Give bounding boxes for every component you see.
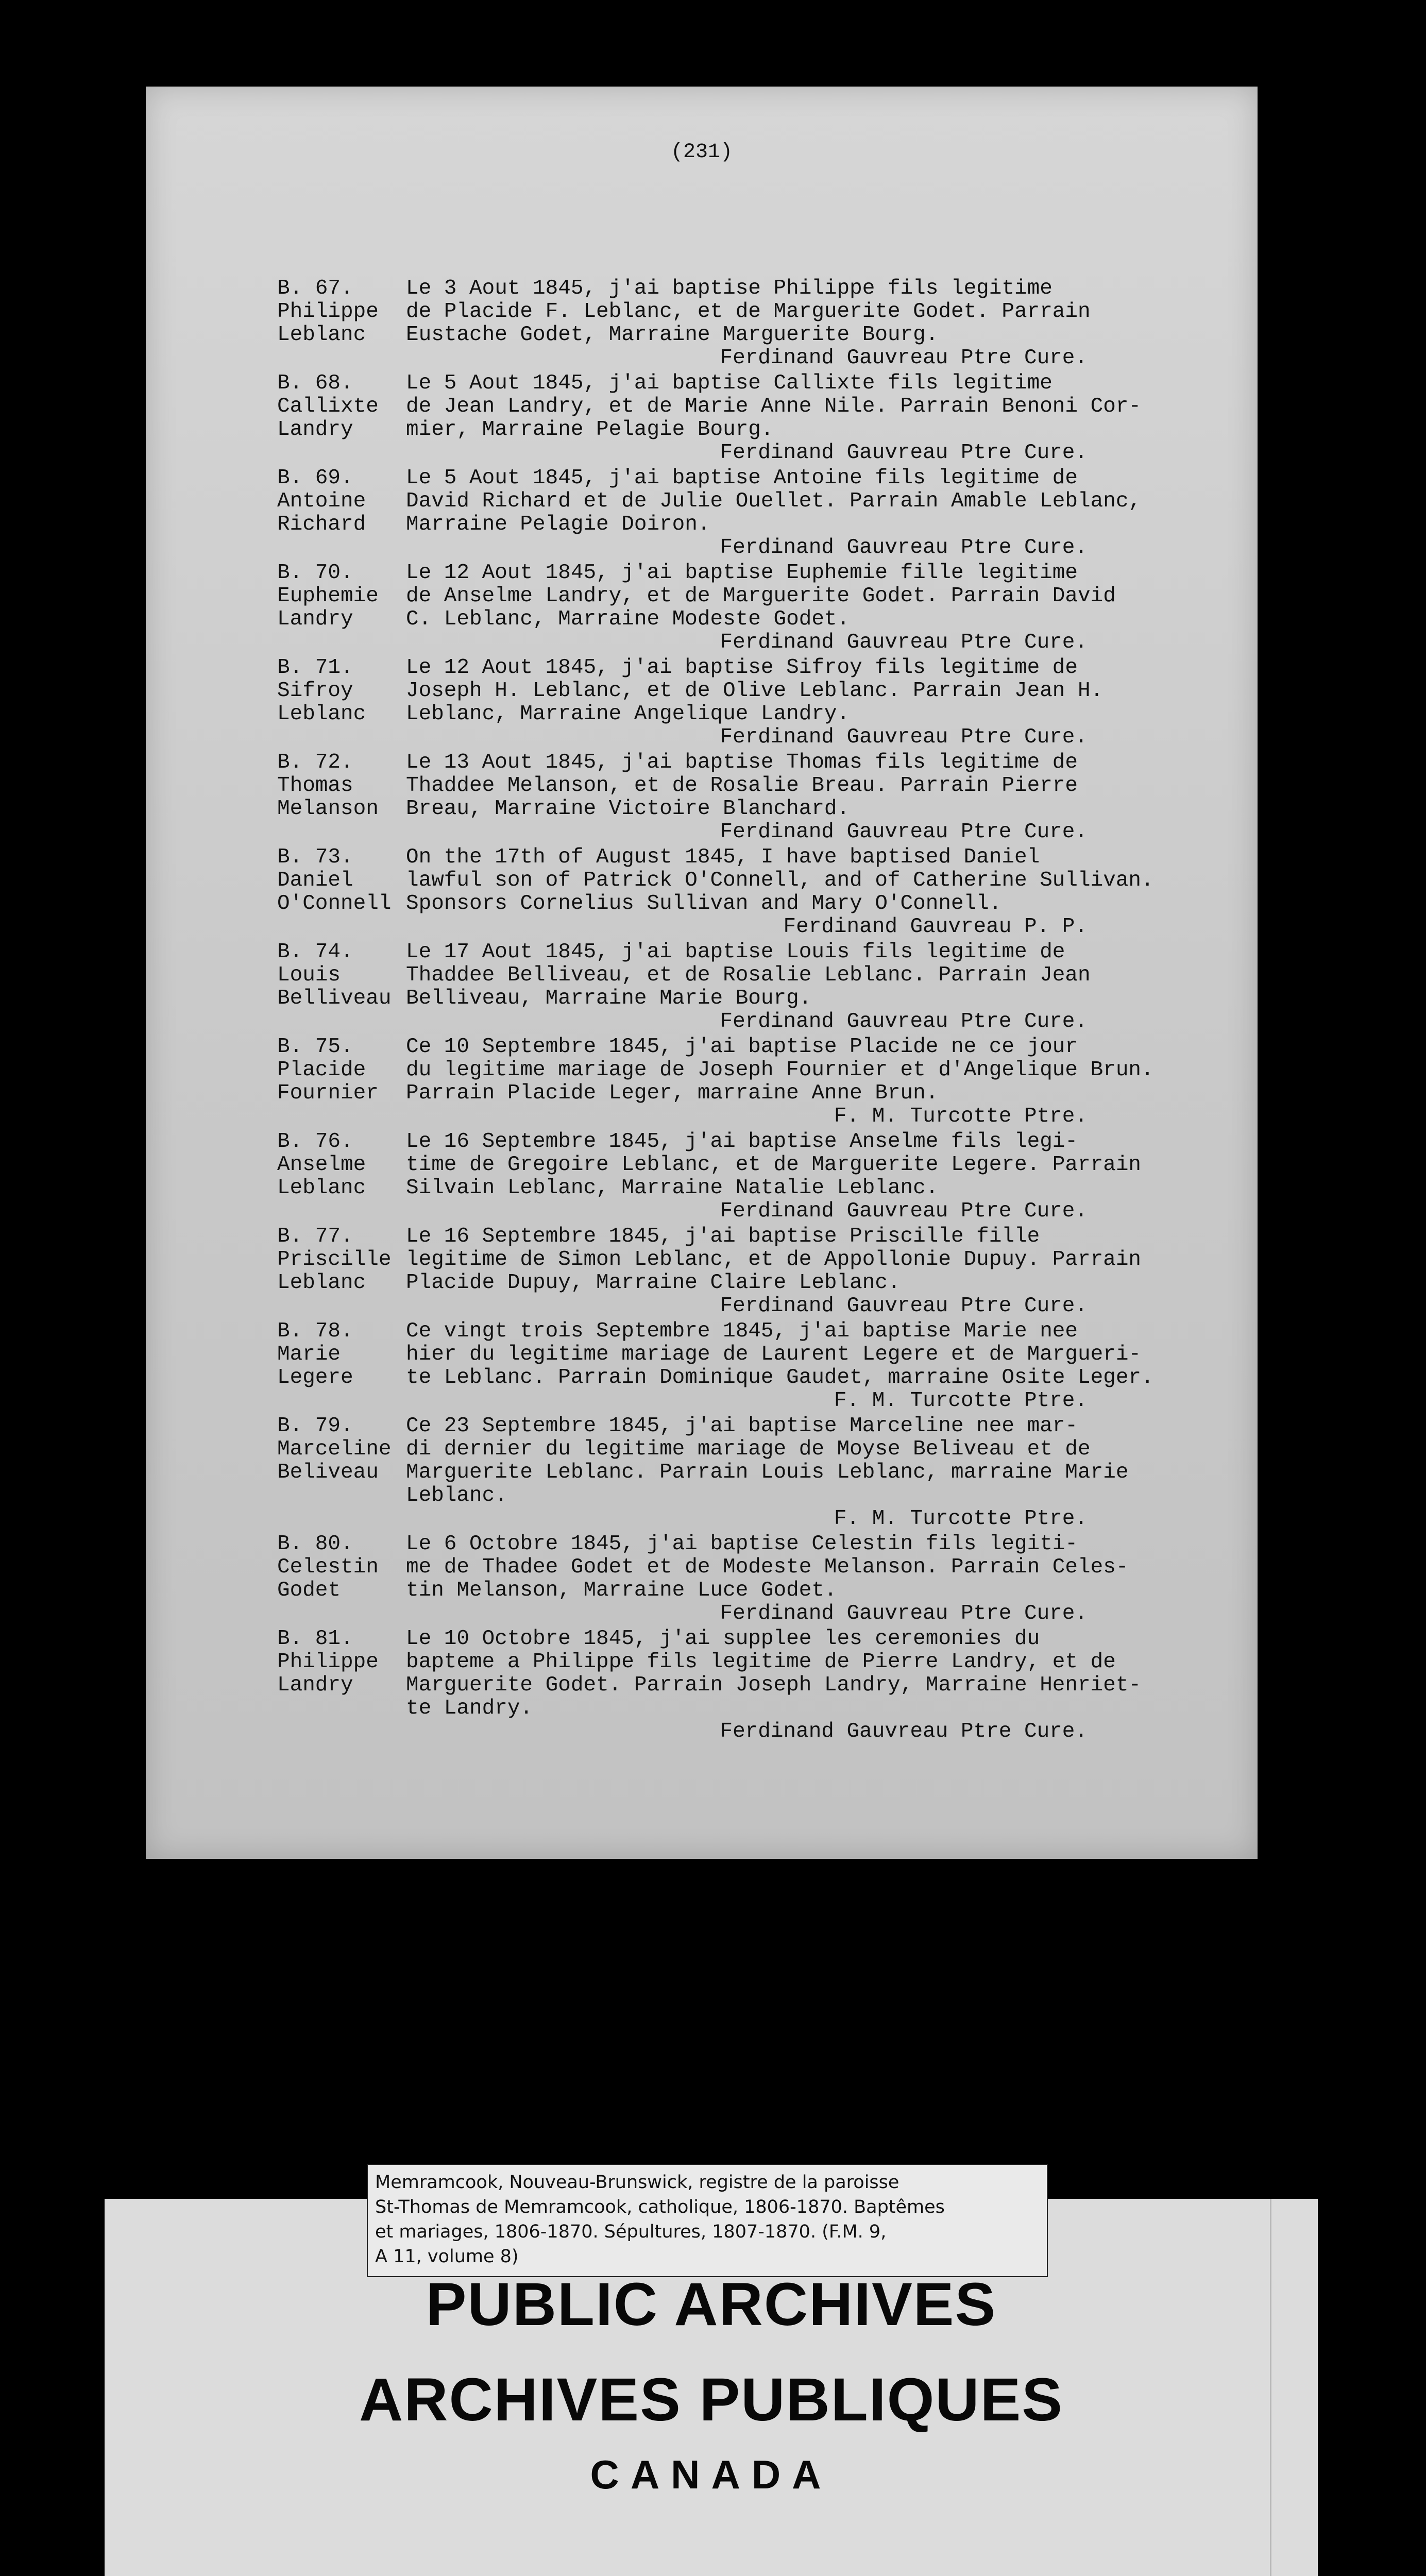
- baptism-entry: [146, 846, 1258, 941]
- archives-country: CANADA: [590, 2452, 833, 2497]
- baptism-entry: [146, 467, 1258, 562]
- entry-text: Le 3 Aout 1845, j'ai baptise Philippe fils legitime de Placide F. Leblanc, et de Marguerite Godet. Parrain Eustache Godet, Marraine Marguerite Bourg.: [406, 277, 1091, 347]
- baptism-entry: [146, 1320, 1258, 1415]
- baptism-entry: [146, 1225, 1258, 1320]
- entry-label: B. 74. Louis Belliveau: [277, 940, 392, 1010]
- entry-signature: Ferdinand Gauvreau Ptre Cure.: [720, 441, 1088, 465]
- entry-signature: Ferdinand Gauvreau Ptre Cure.: [720, 631, 1088, 654]
- entry-signature: Ferdinand Gauvreau Ptre Cure.: [720, 1720, 1088, 1743]
- baptism-entries: [146, 277, 1258, 1745]
- archives-title-fr: ARCHIVES PUBLIQUES: [359, 2366, 1063, 2434]
- entry-text: On the 17th of August 1845, I have baptised Daniel lawful son of Patrick O'Connell, and of Catherine Sullivan. Sponsors Cornelius Sullivan and Mary O'Connell.: [406, 845, 1154, 916]
- entry-text: Le 5 Aout 1845, j'ai baptise Antoine fils legitime de David Richard et de Julie Ouellet. Parrain Amable Leblanc, Marraine Pelagie Doiron.: [406, 466, 1142, 536]
- entry-label: B. 76. Anselme Leblanc: [277, 1130, 366, 1200]
- source-note-slip: Memramcook, Nouveau-Brunswick, registre de la paroisse St-Thomas de Memramcook, catholique, 1806-1870. Baptêmes et mariages, 1806-1870. Sépultures, 1807-1870. (F.M. 9, A 11, volume 8): [367, 2164, 1048, 2277]
- baptism-entry: [146, 1628, 1258, 1745]
- entry-text: Le 12 Aout 1845, j'ai baptise Euphemie fille legitime de Anselme Landry, et de Marguerite Godet. Parrain David C. Leblanc, Marraine Modeste Godet.: [406, 561, 1116, 631]
- entry-text: Le 6 Octobre 1845, j'ai baptise Celestin fils legiti- me de Thadee Godet et de Modeste Melanson. Parrain Celes- tin Melanson, Marraine Luce Godet.: [406, 1532, 1129, 1602]
- page-number: (231): [670, 141, 733, 164]
- entry-label: B. 71. Sifroy Leblanc: [277, 656, 366, 726]
- entry-label: B. 77. Priscille Leblanc: [277, 1225, 392, 1295]
- entry-text: Ce vingt trois Septembre 1845, j'ai baptise Marie nee hier du legitime mariage de Laurent Legere et de Margueri- te Leblanc. Parrain Dominique Gaudet, marraine Osite Leger.: [406, 1319, 1154, 1389]
- baptism-entry: [146, 277, 1258, 372]
- entry-text: Le 12 Aout 1845, j'ai baptise Sifroy fils legitime de Joseph H. Leblanc, et de Olive Leblanc. Parrain Jean H. Leblanc, Marraine Angelique Landry.: [406, 656, 1104, 726]
- entry-signature: Ferdinand Gauvreau Ptre Cure.: [720, 536, 1088, 560]
- entry-text: Ce 10 Septembre 1845, j'ai baptise Placide ne ce jour du legitime mariage de Joseph Fournier et d'Angelique Brun. Parrain Placide Leger, marraine Anne Brun.: [406, 1035, 1154, 1105]
- entry-signature: F. M. Turcotte Ptre.: [834, 1389, 1088, 1413]
- baptism-entry: [146, 1036, 1258, 1130]
- baptism-entry: [146, 562, 1258, 656]
- entry-label: B. 73. Daniel O'Connell: [277, 845, 392, 916]
- entry-signature: Ferdinand Gauvreau Ptre Cure.: [720, 725, 1088, 749]
- entry-label: B. 70. Euphemie Landry: [277, 561, 379, 631]
- entry-signature: F. M. Turcotte Ptre.: [834, 1507, 1088, 1531]
- entry-signature: Ferdinand Gauvreau Ptre Cure.: [720, 1602, 1088, 1625]
- baptism-entry: [146, 1130, 1258, 1225]
- entry-text: Le 16 Septembre 1845, j'ai baptise Anselme fils legi- time de Gregoire Leblanc, et de Marguerite Legere. Parrain Silvain Leblanc, Marraine Natalie Leblanc.: [406, 1130, 1142, 1200]
- entry-signature: Ferdinand Gauvreau Ptre Cure.: [720, 1294, 1088, 1318]
- baptism-entry: [146, 1533, 1258, 1628]
- entry-label: B. 79. Marceline Beliveau: [277, 1414, 392, 1484]
- entry-signature: Ferdinand Gauvreau Ptre Cure.: [720, 820, 1088, 844]
- baptism-entry: [146, 1415, 1258, 1533]
- baptism-entry: [146, 751, 1258, 846]
- entry-text: Le 16 Septembre 1845, j'ai baptise Priscille fille legitime de Simon Leblanc, et de Appollonie Dupuy. Parrain Placide Dupuy, Marraine Claire Leblanc.: [406, 1225, 1142, 1295]
- entry-label: B. 80. Celestin Godet: [277, 1532, 379, 1602]
- entry-label: B. 75. Placide Fournier: [277, 1035, 379, 1105]
- entry-signature: F. M. Turcotte Ptre.: [834, 1105, 1088, 1128]
- entry-label: B. 81. Philippe Landry: [277, 1627, 379, 1697]
- entry-label: B. 68. Callixte Landry: [277, 371, 379, 442]
- baptism-entry: [146, 372, 1258, 467]
- baptism-entry: [146, 656, 1258, 751]
- entry-text: Le 13 Aout 1845, j'ai baptise Thomas fils legitime de Thaddee Melanson, et de Rosalie Breau. Parrain Pierre Breau, Marraine Victoire Blanchard.: [406, 751, 1078, 821]
- entry-signature: Ferdinand Gauvreau Ptre Cure.: [720, 1199, 1088, 1223]
- entry-text: Le 10 Octobre 1845, j'ai supplee les ceremonies du bapteme a Philippe fils legitime de Pierre Landry, et de Marguerite Godet. Parrain Joseph Landry, Marraine Henriet- te Landry.: [406, 1627, 1142, 1720]
- entry-label: B. 67. Philippe Leblanc: [277, 277, 379, 347]
- entry-signature: Ferdinand Gauvreau P. P.: [783, 915, 1088, 939]
- entry-signature: Ferdinand Gauvreau Ptre Cure.: [720, 346, 1088, 370]
- entry-text: Ce 23 Septembre 1845, j'ai baptise Marceline nee mar- di dernier du legitime mariage de Moyse Beliveau et de Marguerite Leblanc. Parrain Louis Leblanc, marraine Marie Leblanc.: [406, 1414, 1129, 1507]
- entry-label: B. 69. Antoine Richard: [277, 466, 366, 536]
- entry-label: B. 78. Marie Legere: [277, 1319, 353, 1389]
- entry-text: Le 5 Aout 1845, j'ai baptise Callixte fils legitime de Jean Landry, et de Marie Anne Nile. Parrain Benoni Cor- mier, Marraine Pelagie Bourg.: [406, 371, 1142, 442]
- baptism-entry: [146, 941, 1258, 1036]
- entry-text: Le 17 Aout 1845, j'ai baptise Louis fils legitime de Thaddee Belliveau, et de Rosalie Leblanc. Parrain Jean Belliveau, Marraine Marie Bourg.: [406, 940, 1091, 1010]
- archives-title-en: PUBLIC ARCHIVES: [426, 2270, 997, 2338]
- entry-signature: Ferdinand Gauvreau Ptre Cure.: [720, 1010, 1088, 1033]
- register-page: [146, 87, 1258, 1859]
- entry-label: B. 72. Thomas Melanson: [277, 751, 379, 821]
